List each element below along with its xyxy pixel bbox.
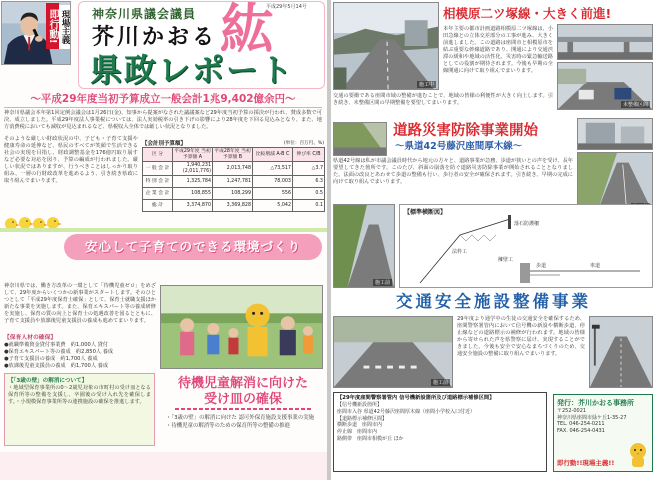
photo-caption: 施工前 [374, 280, 390, 286]
mascot-icon [627, 442, 649, 468]
table-caption [142, 138, 324, 147]
list-item: ●放課後児童支援員の養成 約1,700人 養成 [4, 363, 109, 369]
list-item: ●子育て支援員の養成 約1,700人 養成 [4, 356, 98, 362]
cell-b: 2,013,748 [213, 162, 253, 176]
table-header-cell: 平成28年度 当初予算額 B [214, 148, 251, 160]
children-with-mascot-photo [160, 285, 323, 369]
cell-b: 3,369,828 [213, 200, 253, 212]
after-construction-photo [577, 152, 653, 212]
disaster-body-text: 県道42号線は私が市議会議員時代から地元の方々と、道路事業が急務、歩道が狭いとの声を受け、長年要望してきた箇所です。このたび、斜面の崩落を防ぐ道路災害防除事業が開始されることとなりました。法面の改良とあわせて歩道の整備も行い、歩行者の安全が確保されます。引き続き、早期の完成に向けて取り組んでまいります。 [333, 158, 573, 185]
road-construction-photo [333, 2, 439, 90]
table-row [143, 176, 325, 188]
info-line: 横断歩道 座間市内 [337, 422, 383, 429]
cell-diff: △73,517 [253, 162, 293, 176]
table-unit: (単位：百万円、%) [283, 140, 324, 146]
cell-a: 3,374,870 [173, 200, 213, 212]
photo-caption: 施工前 [432, 380, 448, 386]
disaster-prevention-heading: 道路災害防除事業開始 [393, 123, 538, 139]
diagram-label: 擁壁工 [498, 257, 514, 263]
childcare-banner: 安心して子育てのできる環境づくり [64, 234, 322, 260]
cell-a [173, 162, 213, 176]
page-footer-strip [0, 452, 327, 480]
value-a: 1,940,231 [186, 162, 211, 168]
budget-headline: 〜平成29年度当初予算成立一般会計1兆9,402億余円〜 [30, 93, 296, 105]
info-line: 【道路標示補修区間】 [337, 415, 388, 422]
traffic-body-text: 29年度より通学中の生徒の交通安全を確保するため、座間警察署管内において信号機の新設や横断歩道、停止線などの道路標示の補修が行われます。地域の皆様から寄せられた声を県警察に届け、実現することができました。今後も安全で安心なまちづくりのため、交通安全施設の整備に取り組んでまいります。 [457, 316, 585, 357]
waiting-heading-line1: 待機児童解消に向けた [177, 376, 308, 391]
road-body-text: 本年主要の都市計画道路相模原二ツ塚線は、小田急線との立体交差部分の工事が進み、大きく前進しました。この道路は座間市と相模原市を結ぶ重要な幹線道路であり、開通により交通渋滞の緩和や地域の活性化、災害時の緊急輸送路としての役割が期待されます。今後も早期の全線開通に向けて取り組んでまいります。 [443, 26, 553, 74]
table-header-cell: 比較増減 A-B C [253, 148, 293, 162]
cross-section-diagram [399, 204, 653, 288]
budget-table-section [142, 138, 324, 212]
legislator-name: 芥川かおる [92, 25, 218, 50]
publisher-address: 神奈川県座間市緑ケ丘1-35-27 [557, 414, 627, 421]
staff-heading: 【保育人材の確保】 [4, 335, 57, 341]
right-page [331, 0, 656, 480]
value-a-sub: (2,011,776) [182, 168, 211, 174]
row-label: 一 般 会 計 [143, 162, 173, 176]
table-header-cell: 伸び率 C/B [293, 148, 325, 162]
cell-a: 1,325,784 [173, 176, 213, 188]
cell-diff: 5,042 [253, 200, 293, 212]
info-line: 座間市入谷 県道42号藤沢座間厚木線（座間小学校入口付近） [337, 408, 475, 415]
photo-caption: 未整備区間 [622, 102, 648, 108]
table-header-cell: 平成29年度 当初予算額 A [174, 148, 211, 160]
traffic-safety-heading: 交通安全施設整備事業 [396, 292, 591, 311]
field-badge: 現場主義 [59, 5, 70, 49]
publisher-box [553, 394, 653, 472]
diagram-label: 落石防護柵 [514, 221, 540, 227]
issue-label: 平成29年5月14号 [266, 4, 307, 10]
table-title: 【会計別予算額】 [142, 140, 187, 147]
table-header-row [143, 148, 325, 162]
row-label: 特 別 会 計 [143, 176, 173, 188]
publisher-zip: 〒252-0021 [557, 408, 587, 414]
road-overpass-photo [557, 24, 653, 60]
route-subheading: 〜県道42号藤沢座間厚木線〜 [395, 141, 523, 152]
cell-a: 108,855 [173, 188, 213, 200]
three-year-wall-box [4, 373, 155, 446]
emblem-character: 紘 [220, 0, 274, 61]
diagram-label: 法枠工 [452, 249, 468, 255]
grass-decoration [0, 228, 327, 232]
cell-rate: 0.5 [293, 188, 325, 200]
info-line: 路側帯 座間市相模が丘 ほか [337, 435, 404, 442]
list-item: ・「3歳の壁」の解消に向けた 認可外保育施設支援事業の実施 [166, 415, 314, 421]
table-row [143, 188, 325, 200]
cell-rate: 6.3 [293, 176, 325, 188]
role-label: 神奈川県議会議員 [92, 7, 197, 21]
diagram-label: 車道 [590, 263, 601, 269]
waiting-list-items [166, 414, 322, 430]
budget-intro-text: 神奈川県議会本年第1回定例会議会は1月26日(金)、知事から提案がなされた議議案など29年度当初予算の採決が行われ、賛成多数で可決、成立しました。平成29年度法人事業税については、法人実効税率の引き下げの影響により28年度を下回る見込みとなり、また、地方消費税においても減収が見込まれるなど、県税収入全体では厳しい状況となりました。 [4, 110, 322, 130]
cell-b: 1,247,781 [213, 176, 253, 188]
waiting-heading-line2: 受け皿の確保 [203, 392, 282, 407]
cell-b: 108,299 [213, 188, 253, 200]
cell-rate: △3.7 [293, 162, 325, 176]
cell-rate: 0.1 [293, 200, 325, 212]
childcare-intro-text: 神奈川県では、働き方改革の一環として「待機児童ゼロ」をめざして、29年度からいくつかの新事業がスタートします。そのひとつとして「平成29年度保育士確保」として、保育士就職支援ほか新たな事業を実施します。また、保育エキスパート等の養成研修を実施し、保育の質の向上と保育士の処遇改善を図るとともに、子育て支援員や放課後児童支援員の養成も進めてまいります。 [4, 283, 156, 324]
budget-table [142, 147, 325, 212]
headline-divider [4, 107, 322, 108]
signal-installation-box [333, 392, 547, 472]
list-item: ●保育エキスパート等の養成 約2,850人 養成 [4, 349, 114, 355]
road-heading: 相模原二ツ塚線・大きく前進! [443, 6, 612, 21]
waiting-list-heading [162, 376, 324, 408]
diagram-label: 歩道 [536, 263, 547, 269]
roadside-building-photo [577, 118, 653, 150]
slogan: 即行動!!現場主義!! [557, 459, 615, 467]
table-header-cell: 区 分 [143, 148, 173, 162]
table-row [143, 162, 325, 176]
box-title: 【「3歳の壁」の解消について】 [8, 378, 88, 384]
cell-diff: 556 [253, 188, 293, 200]
budget-body-text: そのような厳しい財政状況の中、子ども・子育て支援や健康寿命の延伸など、県民のすべてが笑顔で生活できる社会の実現を目指し、財政調整基金を176億円取り崩すなど必要な対応を図り、予算の編成が行われました。厳しい状況ではありますが、行うべきことはしっかり取り組み、一層の行財政改革を進めるよう、引き続き県政に取り組んでまいります。 [4, 136, 138, 184]
signal-road-photo [589, 316, 653, 388]
list-item: ●就職準備資金貸付事業費 約1,000人 貸付 [4, 342, 109, 348]
unfinished-section-photo [557, 62, 653, 110]
publisher-heading: 発行：芥川かおる事務所 [557, 399, 634, 407]
crosswalk-photo [333, 316, 453, 388]
action-badge: 即行動! [46, 3, 59, 49]
photo-caption: 施工中 [418, 82, 434, 88]
row-label: 総 計 [143, 200, 173, 212]
staff-section [4, 334, 156, 370]
before-construction-photo [333, 204, 395, 288]
slope-photo [333, 122, 387, 156]
diagram-title: 【標準横断図】 [404, 209, 447, 216]
newsletter-title: 県政レポート [90, 51, 295, 89]
info-line: 停止線 座間市内 [337, 429, 378, 436]
left-page [0, 0, 327, 480]
cell-diff: 78,003 [253, 176, 293, 188]
info-box-title: 【29年度座間警察署管内 信号機新設箇所及び道路標示補修区間】 [337, 395, 495, 401]
heading-underline [175, 408, 311, 410]
table-row [143, 200, 325, 212]
publisher-fax: FAX. 046-254-0431 [557, 427, 605, 434]
publisher-tel: TEL. 046-254-0211 [557, 421, 605, 428]
road-note-text: 交通の要衝である座間市域の整備が進むことで、地域の皆様の利便性が大きく向上します。引き続き、未整備区間の早期整備を要望してまいります。 [333, 93, 553, 106]
box-text: ・地域型保育事業所の0〜2歳児対象の市町村の受け皿となる保育所等の整備を支援し、卒園後の受け入れ先を確保します。・小規模保育事業所等の連携施設の確保を推進します。 [8, 385, 151, 405]
row-label: 企 業 会 計 [143, 188, 173, 200]
list-item: ・待機児童の解消等のための保育所等の整備の推進 [166, 423, 290, 429]
info-line: 【信号機新設箇所】 [337, 402, 383, 408]
